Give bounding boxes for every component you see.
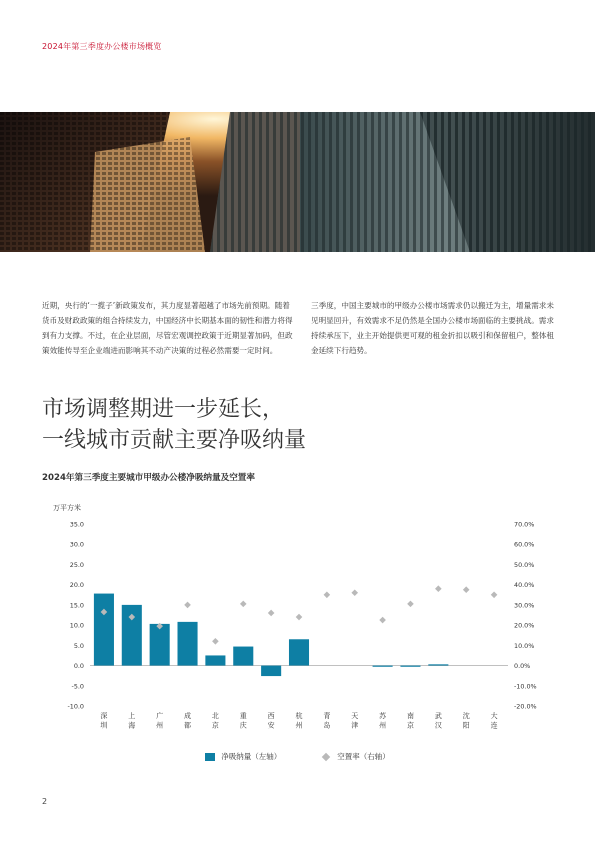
y2-tick-label: 40.0% (514, 581, 535, 590)
x-tick-label: 沈 (462, 712, 470, 720)
y2-tick-label: 30.0% (514, 601, 535, 610)
vacancy-marker-天津 (351, 589, 358, 596)
vacancy-marker-南京 (407, 601, 414, 608)
bar-重庆 (233, 647, 253, 666)
y2-tick-label: 20.0% (514, 621, 535, 630)
bar-深圳 (94, 594, 114, 666)
y-tick-label: 30.0 (69, 540, 84, 549)
x-tick-label: 安 (267, 721, 275, 730)
y2-tick-label: 60.0% (514, 540, 535, 549)
bar-南京 (400, 666, 420, 667)
y2-tick-label: -10.0% (514, 682, 537, 691)
x-tick-label: 州 (295, 721, 303, 730)
x-tick-label: 南 (406, 712, 414, 720)
legend-label-vacancy: 空置率（右轴） (337, 752, 390, 761)
x-tick-label: 京 (211, 721, 219, 730)
x-tick-label: 天 (351, 712, 359, 720)
bar-广州 (150, 624, 170, 666)
y2-tick-label: 50.0% (514, 560, 535, 569)
vacancy-marker-成都 (184, 602, 191, 609)
x-tick-label: 深 (100, 712, 108, 720)
x-tick-label: 汉 (434, 721, 442, 730)
y-tick-label: 10.0 (69, 621, 84, 630)
vacancy-marker-杭州 (296, 614, 303, 621)
page-number: 2 (42, 797, 48, 806)
x-tick-label: 大 (490, 712, 498, 720)
legend-item-absorption (205, 751, 281, 762)
y-tick-label: 5.0 (73, 641, 84, 650)
y-tick-label: 15.0 (69, 601, 84, 610)
hero-skyscraper-image (0, 112, 595, 252)
vacancy-marker-重庆 (240, 601, 247, 608)
x-tick-label: 重 (239, 712, 247, 720)
absorption-vacancy-chart (0, 495, 595, 735)
y-axis-unit-label: 万平方米 (53, 504, 81, 512)
section-headline-line-2: 一线城市贡献主要净吸纳量 (42, 428, 307, 453)
legend-bar-swatch (205, 753, 215, 761)
bar-北京 (205, 655, 225, 665)
skyscraper-photo (0, 112, 595, 252)
x-tick-label: 州 (156, 721, 164, 730)
y2-tick-label: 0.0% (514, 662, 531, 671)
legend-diamond-icon (322, 752, 330, 760)
x-tick-label: 海 (128, 721, 136, 730)
legend-item-vacancy (321, 751, 390, 762)
vacancy-marker-西安 (268, 610, 275, 617)
intro-paragraph-right: 三季度，中国主要城市的甲级办公楼市场需求仍以搬迁为主，增量需求未见明显回升，有效需求不足仍然是全国办公楼市场面临的主要挑战。需求持续承压下，业主开始提供更可观的租金折扣以吸引和保留租户，整体租金延续下行趋势。 (311, 300, 554, 356)
vacancy-marker-苏州 (379, 617, 386, 624)
x-tick-label: 庆 (239, 721, 247, 730)
section-headline-line-1: 市场调整期进一步延长， (42, 397, 285, 422)
section-headline (42, 394, 562, 456)
report-header-title: 2024年第三季度办公楼市场概览 (42, 42, 162, 51)
bar-西安 (261, 666, 281, 677)
x-tick-label: 州 (379, 721, 387, 730)
x-tick-label: 岛 (323, 721, 331, 730)
bar-武汉 (428, 664, 448, 665)
y2-tick-label: 70.0% (514, 520, 535, 529)
vacancy-marker-大连 (491, 591, 498, 598)
x-tick-label: 广 (156, 712, 164, 720)
legend-label-absorption: 净吸纳量（左轴） (221, 752, 282, 761)
x-tick-label: 都 (184, 721, 192, 730)
x-tick-label: 京 (406, 721, 414, 730)
bar-苏州 (373, 666, 393, 667)
x-tick-label: 成 (184, 712, 192, 720)
vacancy-marker-北京 (212, 638, 219, 645)
chart-title: 2024年第三季度主要城市甲级办公楼净吸纳量及空置率 (42, 473, 255, 483)
x-tick-label: 阳 (462, 721, 470, 730)
x-tick-label: 津 (351, 721, 359, 730)
vacancy-marker-武汉 (435, 585, 442, 592)
intro-paragraph-left: 近期，央行的‘一揽子’新政策发布，其力度显著超越了市场先前预期。随着货币及财政政策的组合持续发力，中国经济中长期基本面的韧性和潜力将得到有力支撑。不过，在企业层面，尽管宏观调控政策于近期显著加码，但政策效能传导至企业端进而影响其不动产决策的过程必然需要一定时间。 (42, 300, 293, 356)
y-tick-label: 25.0 (69, 560, 84, 569)
y-tick-label: 0.0 (73, 662, 84, 671)
bar-成都 (178, 622, 198, 666)
vacancy-marker-沈阳 (463, 586, 470, 593)
chart-legend (0, 751, 595, 762)
x-tick-label: 北 (211, 712, 219, 720)
x-tick-label: 圳 (100, 721, 108, 730)
x-tick-label: 苏 (379, 712, 387, 720)
y-tick-label: 35.0 (69, 520, 84, 529)
y-tick-label: -5.0 (71, 682, 84, 691)
x-tick-label: 杭 (295, 712, 303, 720)
x-tick-label: 上 (128, 712, 136, 720)
y2-tick-label: 10.0% (514, 641, 535, 650)
x-tick-label: 武 (434, 712, 442, 720)
x-tick-label: 青 (323, 712, 331, 720)
bar-杭州 (289, 639, 309, 665)
x-tick-label: 连 (490, 721, 498, 730)
y-tick-label: -10.0 (67, 702, 84, 711)
y-tick-label: 20.0 (69, 581, 84, 590)
vacancy-marker-青岛 (324, 591, 331, 598)
x-tick-label: 西 (267, 712, 275, 720)
y2-tick-label: -20.0% (514, 702, 537, 711)
